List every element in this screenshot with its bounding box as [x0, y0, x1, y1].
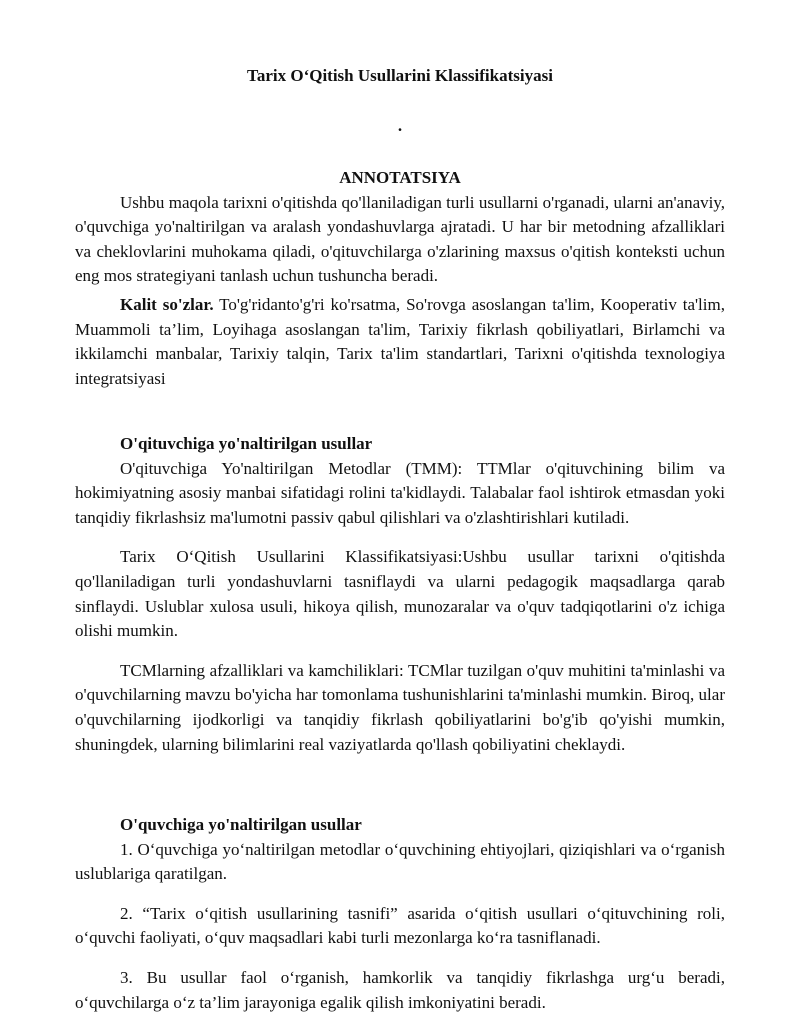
student-centered-section: [75, 813, 725, 1015]
keywords-paragraph: [75, 293, 725, 391]
keywords-text: To'g'ridanto'g'ri ko'rsatma, So'rovga asoslangan ta'lim, Kooperativ ta'lim, Muammoli ta’lim, Loyihaga asoslangan ta'lim, Tarixiy fikrlash qobiliyatlari, Birlamchi va ikkilamchi manbalar, Tarixiy talqin, Tarix ta'lim standartlari, Tarixni o'qitishda texnologiya integratsiyasi: [75, 294, 725, 388]
paragraph: TCMlarning afzalliklari va kamchiliklari: TCMlar tuzilgan o'quv muhitini ta'minlashi va o'quvchilarning mavzu bo'yicha har tomonlama tushunishlarini ta'minlashi mumkin. Biroq, ular o'quvchilarning ijodkorligi va tanqidiy fikrlash qobiliyatlarini bo'g'ib qo'yishi mumkin, shuningdek, ularning bilimlarini real vaziyatlarda qo'llash qobiliyatini cheklaydi.: [75, 660, 725, 754]
paragraph: 2. “Tarix o‘qitish usullarining tasnifi” asarida o‘qitish usullari o‘qituvchining roli, o‘quvchi faoliyati, o‘quv maqsadlari kabi turli mezonlarga ko‘ra tasniflanadi.: [75, 903, 725, 948]
paragraph: 1. O‘quvchiga yo‘naltirilgan metodlar o‘quvchining ehtiyojlari, qiziqishlari va o‘rganish uslublariga qaratilgan.: [75, 839, 725, 884]
paragraph: O'qituvchiga Yo'naltirilgan Metodlar (TMM): TTMlar o'qituvchining bilim va hokimiyatning asosiy manbai sifatidagi rolini ta'kidlaydi. Talabalar faol ishtirok etmasdan yoki tanqidiy fikrlashsiz ma'lumotni passiv qabul qilishlari va o'zlashtirishlari kutiladi.: [75, 458, 725, 527]
section-heading: O'qituvchiga yo'naltirilgan usullar: [120, 434, 373, 453]
paragraph: 3. Bu usullar faol o‘rganish, hamkorlik va tanqidiy fikrlashga urg‘u beradi, o‘quvchilarga o‘z ta’lim jarayoniga egalik qilish imkoniyatini beradi.: [75, 967, 725, 1012]
annotation-section: [75, 166, 725, 391]
annotation-heading: ANNOTATSIYA: [339, 168, 461, 187]
section-heading: O'quvchiga yo'naltirilgan usullar: [120, 815, 362, 834]
paragraph: Tarix O‘Qitish Usullarini Klassifikatsiyasi:Ushbu usullar tarixni o'qitishda qo'llaniladigan turli yondashuvlarni tasniflaydi va ularni pedagogik maqsadlarga qarab sinflaydi. Uslublar xulosa usuli, hikoya qilish, munozaralar va o'quv tadqiqotlarini o'z ichiga olishi mumkin.: [75, 547, 725, 641]
title-dot: .: [397, 116, 403, 135]
keywords-label: Kalit so'zlar.: [120, 294, 214, 314]
document-title: Tarix O‘Qitish Usullarini Klassifikatsiyasi: [247, 66, 553, 85]
teacher-centered-section: [75, 432, 725, 757]
annotation-paragraph: Ushbu maqola tarixni o'qitishda qo'llaniladigan turli usullarni o'rganadi, ularni an'anaviy, o'quvchiga yo'naltirilgan va aralash yondashuvlarga ajratadi. U har bir metodning afzalliklari va cheklovlarini muhokama qiladi, o'qituvchilarga o'zlarining maxsus o'qitish konteksti uchun eng mos strategiyani tanlash uchun tushuncha beradi.: [75, 192, 725, 286]
